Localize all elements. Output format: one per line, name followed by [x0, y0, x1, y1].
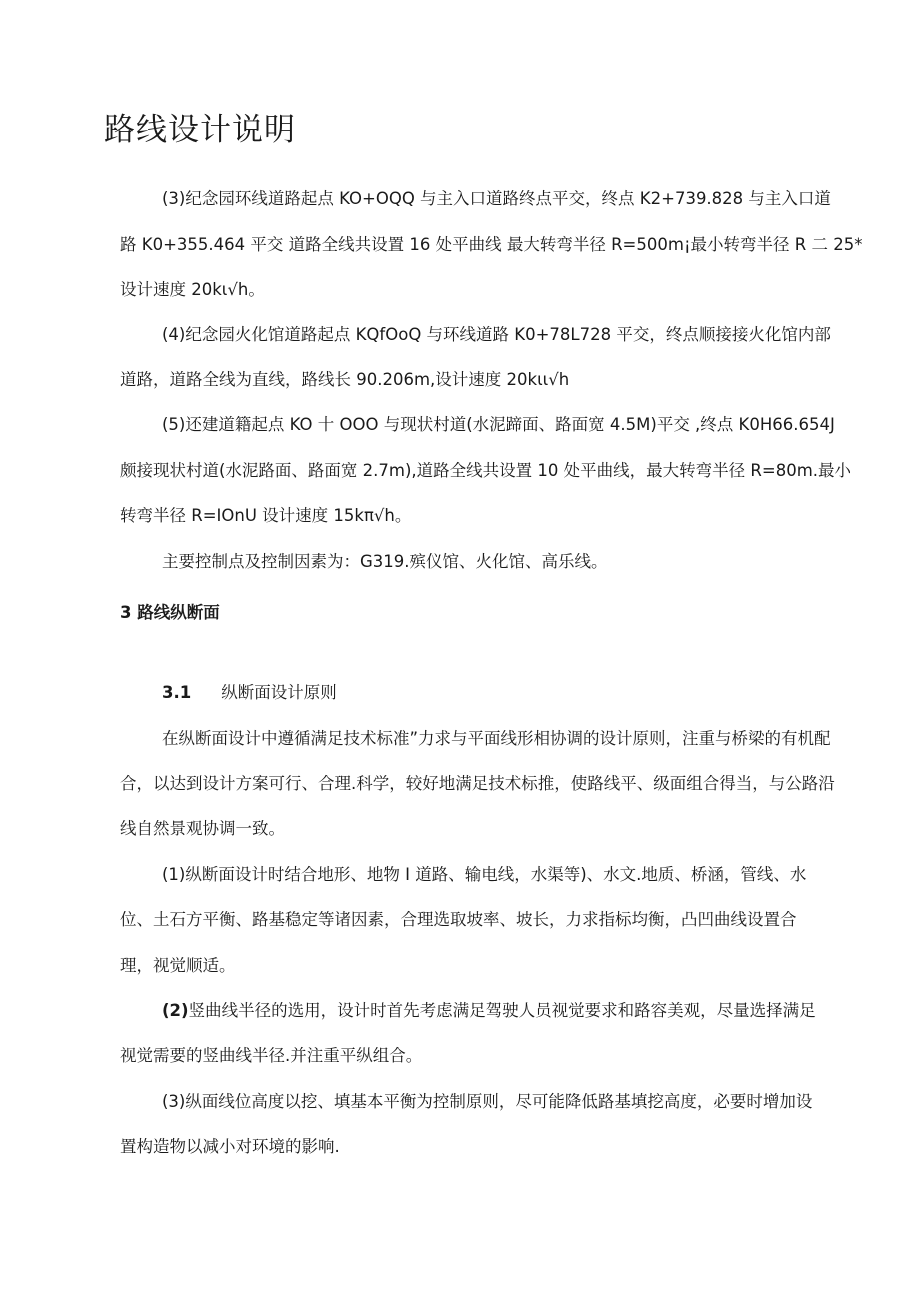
paragraph-line: 位、土石方平衡、路基稳定等诸因素，合理选取坡率、坡长，力求指标均衡，凸凹曲线设置合 — [120, 910, 797, 929]
paragraph-line — [162, 999, 816, 1023]
paragraph-line: (4)纪念园火化馆道路起点 KQfOoQ 与环线道路 K0+78L728 平交，终点顺接接火化馆内部 — [162, 325, 831, 344]
item-text: 竖曲线半径的选用，设计时首先考虑满足驾驶人员视觉要求和路容美观，尽量选择满足 — [188, 1001, 816, 1020]
paragraph-line: 设计速度 20kι√h。 — [120, 280, 265, 299]
section-heading: 3 路线纵断面 — [120, 603, 220, 622]
paragraph-line: (5)还建道籍起点 KO 十 OOO 与现状村道(水泥蹄面、路面宽 4.5M)平交 ,终点 K0H66.654J — [162, 415, 835, 434]
paragraph-line: 合，以达到设计方案可行、合理.科学，较好地满足技术标推，使路线平、级面组合得当，与公路沿 — [120, 774, 835, 793]
paragraph-line: 在纵断面设计中遵循满足技术标准”力求与平面线形相协调的设计原则，注重与桥梁的有机配 — [162, 729, 831, 748]
paragraph-line: (1)纵断面设计时结合地形、地物 I 道路、输电线，水渠等)、水文.地质、桥涵，管线、水 — [162, 865, 807, 884]
paragraph-line: 道路，道路全线为直线，路线长 90.206m,设计速度 20kιι√h — [120, 370, 570, 389]
subsection-number: 3.1 — [162, 683, 192, 702]
paragraph-line: 颇接现状村道(水泥路面、路面宽 2.7m),道路全线共设置 10 处平曲线，最大转弯半径 R=80m.最小 — [120, 461, 852, 480]
item-number: (2) — [162, 1001, 189, 1020]
paragraph-line: 转弯半径 R=IOnU 设计速度 15kπ√h。 — [120, 506, 412, 525]
subsection-title: 纵断面设计原则 — [221, 683, 337, 702]
paragraph-line: 路 K0+355.464 平交 道路全线共设置 16 处平曲线 最大转弯半径 R=500m¡最小转弯半径 R 二 25* — [120, 235, 863, 254]
paragraph-line: 理，视觉顺适。 — [120, 956, 236, 975]
paragraph-line: 线自然景观协调一致。 — [120, 819, 285, 838]
paragraph-line: 视觉需要的竖曲线半径.并注重平纵组合。 — [120, 1046, 423, 1065]
paragraph-line: 置构造物以减小对环境的影响. — [120, 1137, 340, 1156]
paragraph-line: (3)纪念园环线道路起点 KO+OQQ 与主入口道路终点平交，终点 K2+739.828 与主入口道 — [162, 189, 831, 208]
page-title: 路线设计说明 — [104, 112, 296, 148]
paragraph-line: 主要控制点及控制因素为：G319.殡仪馆、火化馆、高乐线。 — [162, 552, 608, 571]
subsection-heading — [162, 681, 337, 705]
paragraph-line: (3)纵面线位高度以挖、填基本平衡为控制原则，尽可能降低路基填挖高度，必要时增加设 — [162, 1092, 813, 1111]
